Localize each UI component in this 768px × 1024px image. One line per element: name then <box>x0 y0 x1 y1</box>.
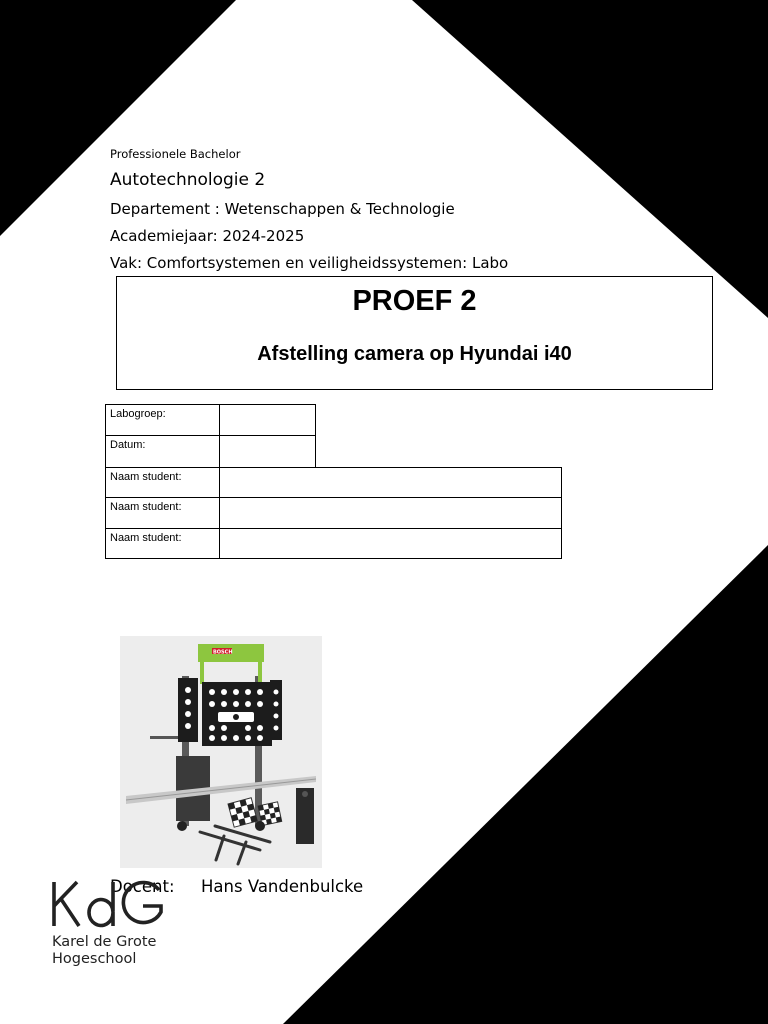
student-1-label-cell <box>105 467 220 498</box>
datum-field[interactable] <box>219 435 316 468</box>
document-subtitle: Afstelling camera op Hyundai i40 <box>257 343 572 365</box>
document-title: PROEF 2 <box>352 285 477 317</box>
program-title: Autotechnologie 2 <box>110 170 266 190</box>
calibration-stand-illustration <box>120 636 322 868</box>
kdg-name-line2: Hogeschool <box>52 951 137 967</box>
program-type: Professionele Bachelor <box>110 147 241 161</box>
student-3-label: Naam student: <box>110 532 182 544</box>
calibration-stand-photo <box>120 636 322 868</box>
academic-year-text: Academiejaar: 2024-2025 <box>110 227 305 245</box>
labogroep-label-cell <box>105 404 220 436</box>
department-text: Departement : Wetenschappen & Technologie <box>110 200 455 218</box>
bosch-brand-text: BOSCH <box>213 649 233 656</box>
datum-label: Datum: <box>110 439 146 451</box>
student-2-label: Naam student: <box>110 501 182 513</box>
student-1-label: Naam student: <box>110 471 182 483</box>
kdg-logo-icon <box>51 880 165 928</box>
student-3-label-cell <box>105 528 220 559</box>
docent-name: Hans Vandenbulcke <box>201 877 364 896</box>
bottom-right-black-shape <box>283 545 768 1024</box>
student-3-field[interactable] <box>219 528 562 559</box>
student-2-field[interactable] <box>219 497 562 529</box>
title-box <box>116 276 713 390</box>
docent-label: Docent: <box>110 877 175 896</box>
labogroep-label: Labogroep: <box>110 408 166 420</box>
student-2-label-cell <box>105 497 220 529</box>
labogroep-field[interactable] <box>219 404 316 436</box>
kdg-name-line1: Karel de Grote <box>52 934 157 950</box>
student-1-field[interactable] <box>219 467 562 498</box>
course-text: Vak: Comfortsystemen en veiligheidssystemen: Labo <box>110 254 509 272</box>
datum-label-cell <box>105 435 220 468</box>
